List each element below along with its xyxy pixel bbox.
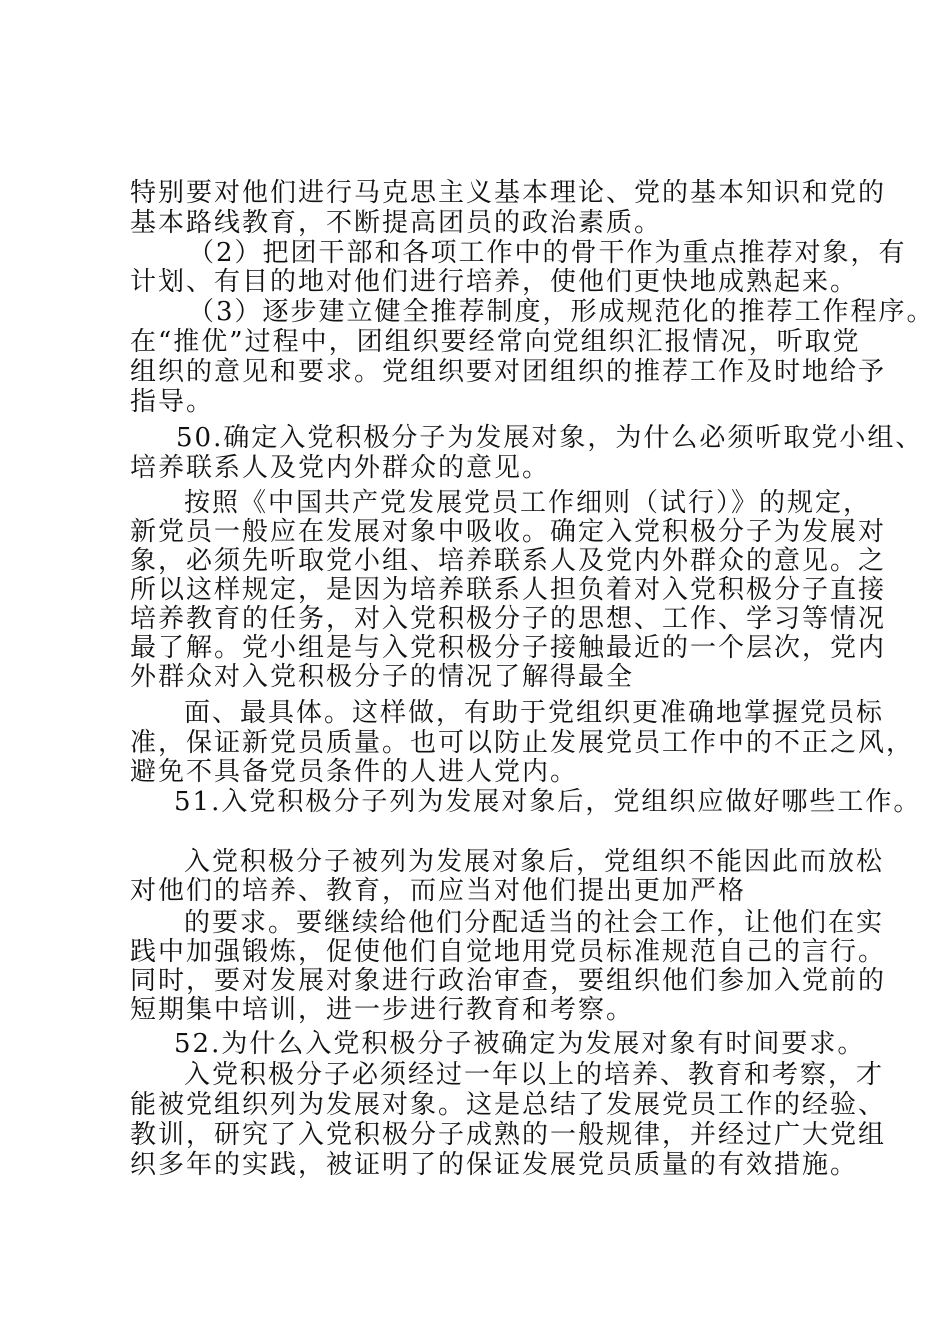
text-line: 象，必须先听取党小组、培养联系人及党内外群众的意见。之 [130,546,887,576]
text-line: 践中加强锻炼，促使他们自觉地用党员标准规范自己的言行。 [130,937,887,967]
question-heading: 51.入党积极分子列为发展对象后，党组织应做好哪些工作。 [174,787,922,817]
text-line: 教训，研究了入党积极分子成熟的一般规律，并经过广大党组 [130,1120,887,1150]
text-line: 按照《中国共产党发展党员工作细则（试行）》的规定， [184,488,872,518]
text-line: 面、最具体。这样做，有助于党组织更准确地掌握党员标 [184,698,885,728]
text-line: 培养教育的任务，对入党积极分子的思想、工作、学习等情况 [130,604,887,634]
text-line: 特别要对他们进行马克思主义基本理论、党的基本知识和党的 [130,178,887,208]
text-line: 的要求。要继续给他们分配适当的社会工作，让他们在实 [184,908,885,938]
text-line: 组织的意见和要求。党组织要对团组织的推荐工作及时地给予 [130,357,887,387]
text-line: 指导。 [130,387,215,417]
text-line: 基本路线教育，不断提高团员的政治素质。 [130,208,663,238]
question-heading: 培养联系人及党内外群众的意见。 [130,453,551,483]
text-line: 短期集中培训，进一步进行教育和考察。 [130,995,635,1025]
question-heading: 50.确定入党积极分子为发展对象，为什么必须听取党小组、 [176,423,924,453]
text-line: 新党员一般应在发展对象中吸收。确定入党积极分子为发展对 [130,517,887,547]
text-line: 对他们的培养、教育，而应当对他们提出更加严格 [130,876,747,906]
text-line: 入党积极分子必须经过一年以上的培养、教育和考察，才 [184,1060,885,1090]
text-line: （2）把团干部和各项工作中的骨干作为重点推荐对象，有 [188,238,907,268]
text-line: 计划、有目的地对他们进行培养，使他们更快地成熟起来。 [130,267,859,297]
text-line: 在“推优”过程中，团组织要经常向党组织汇报情况，听取党 [130,327,861,357]
text-line: 同时，要对发展对象进行政治审查，要组织他们参加入党前的 [130,966,887,996]
text-line: 最了解。党小组是与入党积极分子接触最近的一个层次，党内 [130,633,887,663]
text-line: 能被党组织列为发展对象。这是总结了发展党员工作的经验、 [130,1090,887,1120]
text-line: 避免不具备党员条件的人进人党内。 [130,757,579,787]
question-heading: 52.为什么入党积极分子被确定为发展对象有时间要求。 [174,1029,866,1059]
text-line: 所以这样规定，是因为培养联系人担负着对入党积极分子直接 [130,575,887,605]
text-line: 外群众对入党积极分子的情况了解得最全 [130,662,635,692]
text-line: （3）逐步建立健全推荐制度，形成规范化的推荐工作程序。 [188,297,935,327]
text-line: 入党积极分子被列为发展对象后，党组织不能因此而放松 [184,847,885,877]
text-line: 准，保证新党员质量。也可以防止发展党员工作中的不正之风， [130,728,915,758]
text-line: 织多年的实践，被证明了的保证发展党员质量的有效措施。 [130,1150,859,1180]
